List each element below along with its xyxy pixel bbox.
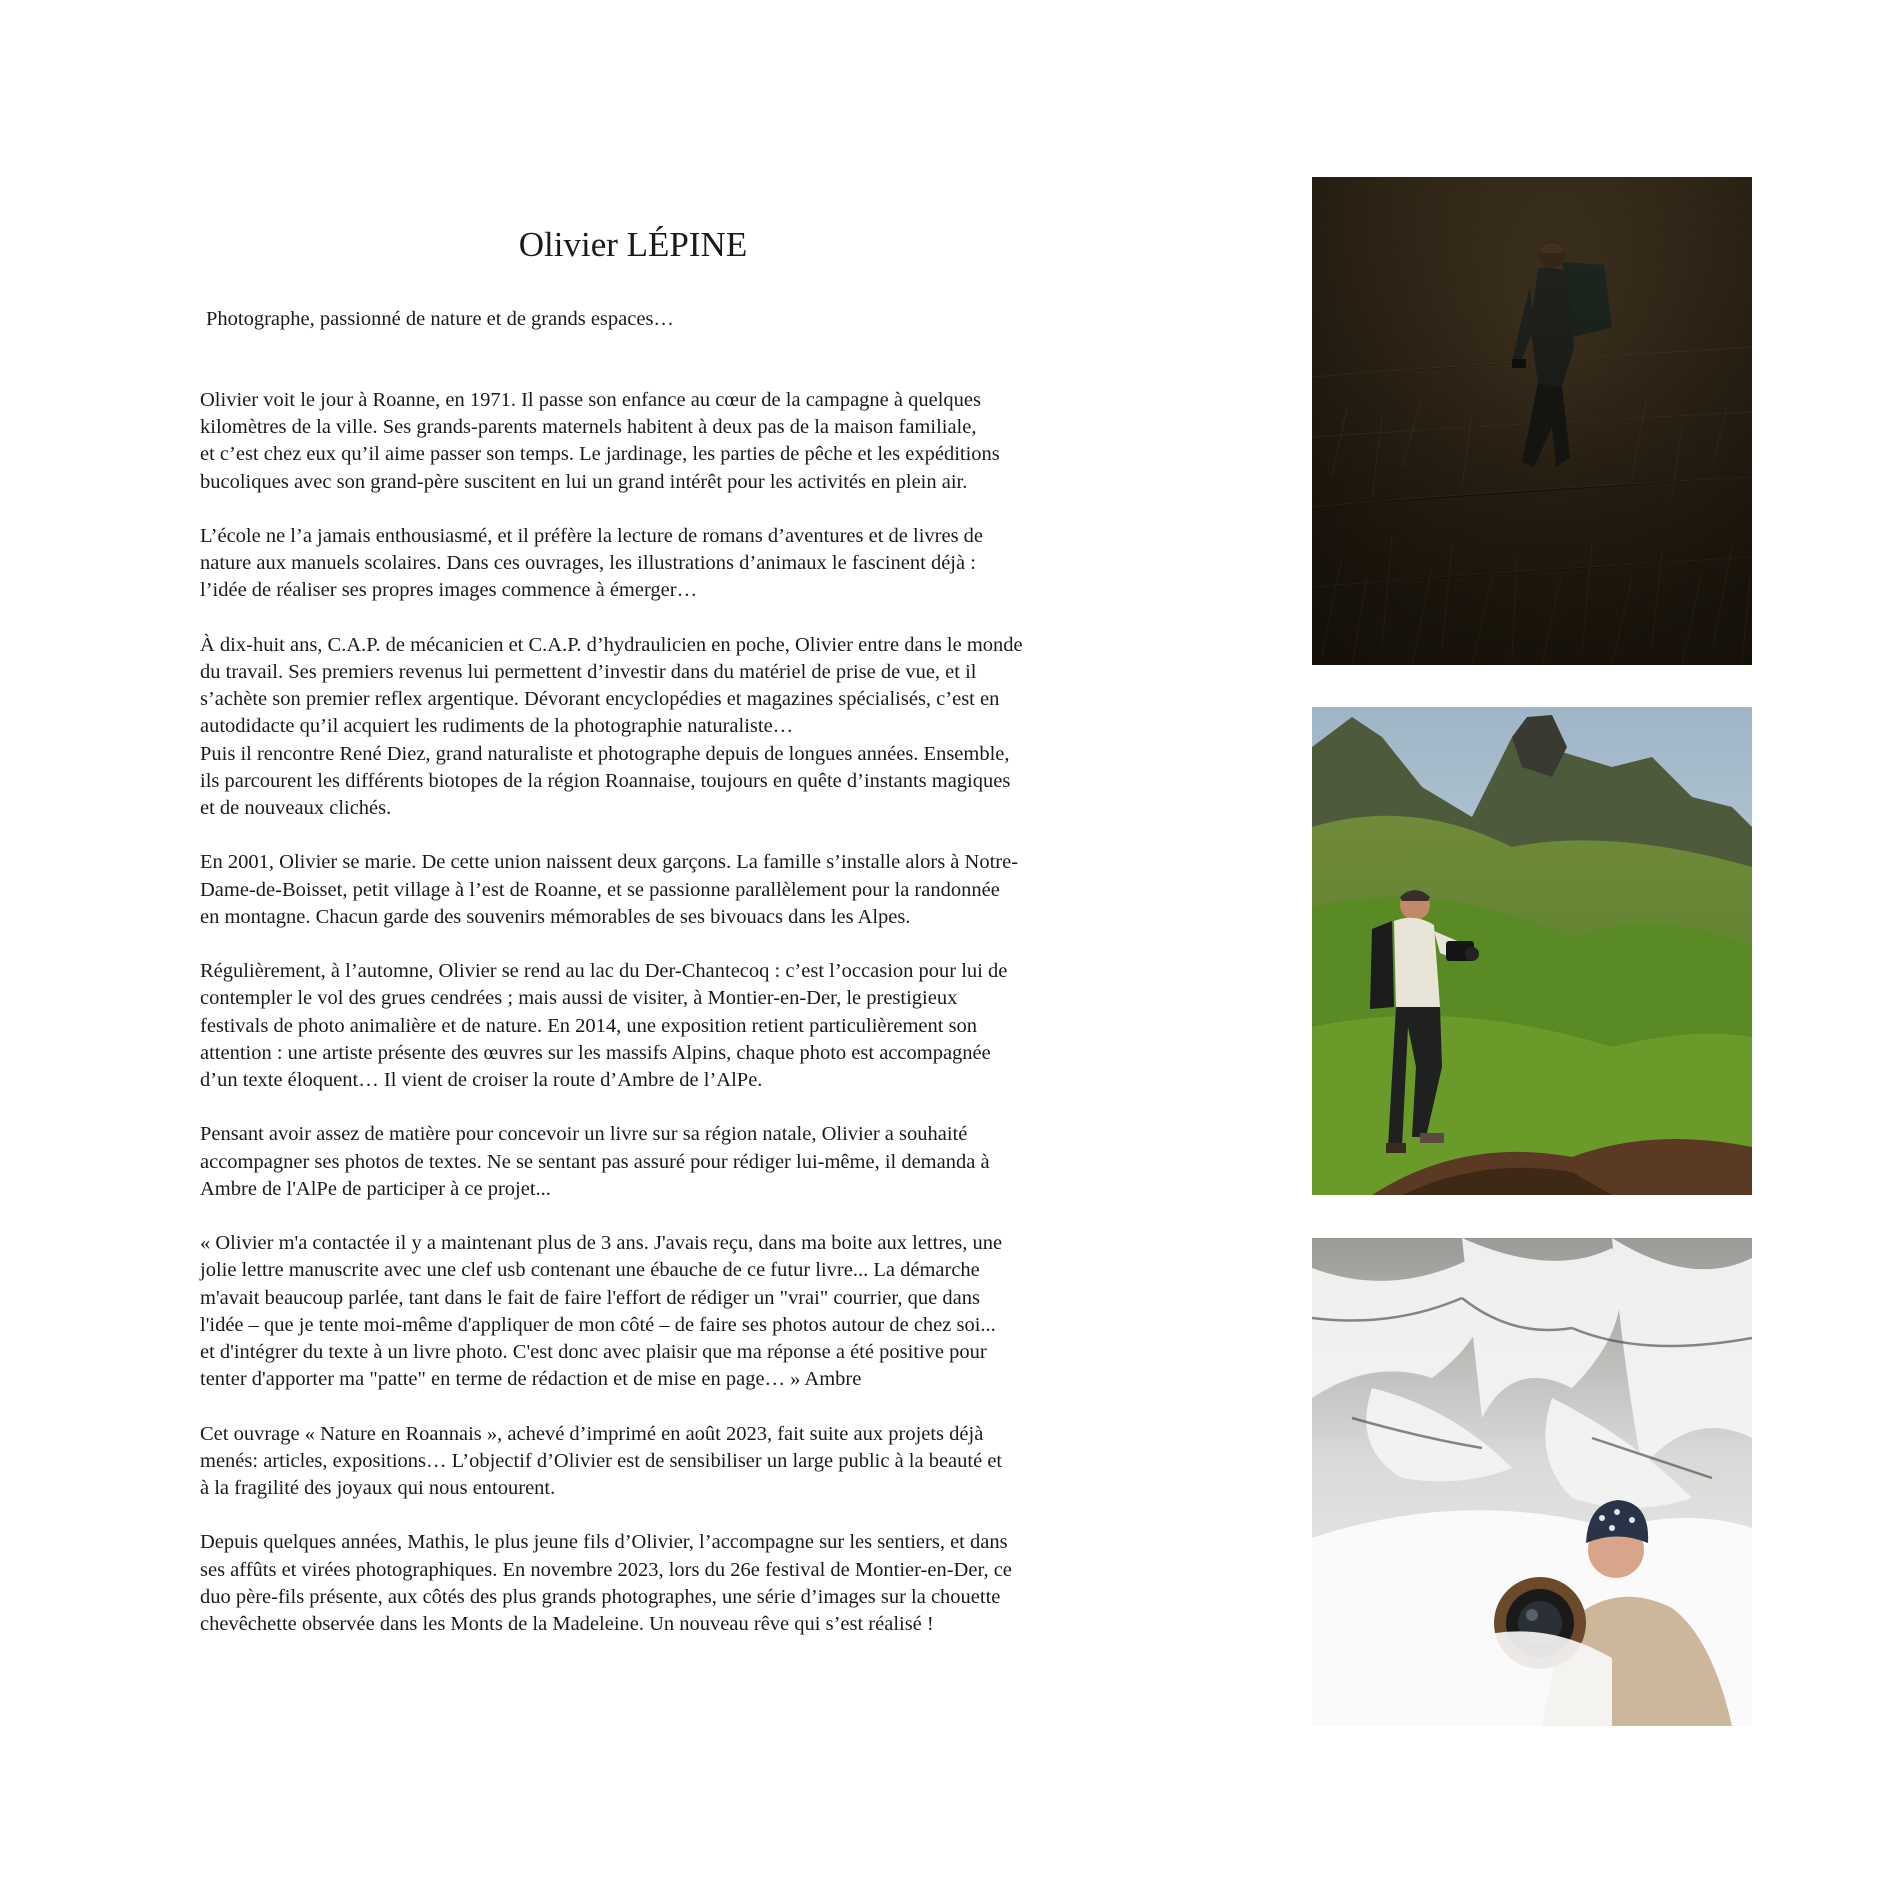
- bio-paragraph: Pensant avoir assez de matière pour concevoir un livre sur sa région natale, Olivier a souhaité accompagner ses photos de textes. Ne se sentant pas assuré pour rédiger lui-même, il demanda à Ambre de l'AlPe de participer à ce projet...: [200, 1123, 990, 1200]
- photo-hiker-grassland-image: [1312, 177, 1752, 665]
- bio-paragraph: Olivier voit le jour à Roanne, en 1971. Il passe son enfance au cœur de la campagne à quelques kilomètres de la ville. Ses grands-parents maternels habitent à deux pas de la maison familiale, et c’est chez eux qu’il aime passer son temps. Le jardinage, les parties de pêche et les expéditions bucoliques avec son grand-père suscitent en lui un grand intérêt pour les activités en plein air.: [200, 389, 1000, 493]
- bio-paragraph: Cet ouvrage « Nature en Roannais », achevé d’imprimé en août 2023, fait suite aux projets déjà menés: articles, expositions… L’objectif d’Olivier est de sensibiliser un large public à la beauté et à la fragilité des joyaux qui nous entourent.: [200, 1422, 1003, 1500]
- bio-paragraph: Depuis quelques années, Mathis, le plus jeune fils d’Olivier, l’accompagne sur les sentiers, et dans ses affûts et virées photographiques. En novembre 2023, lors du 26e festival de Montier-en-Der, ce duo père-fils présente, aux côtés des plus grands photographes, une série d’images sur la chouette chevêchette observée dans les Monts de la Madeleine. Un nouveau rêve qui s’est réalisé !: [200, 1531, 1012, 1636]
- page-title: Olivier LÉPINE: [518, 225, 748, 264]
- photo-photographer-snow: [1312, 1238, 1752, 1726]
- photo-photographer-mountain: [1312, 707, 1752, 1195]
- page-subtitle: Photographe, passionné de nature et de grands espaces…: [206, 308, 674, 330]
- photo-hiker-grassland: [1312, 177, 1752, 665]
- biography-text: [200, 387, 1120, 1665]
- bio-paragraph: À dix-huit ans, C.A.P. de mécanicien et C.A.P. d’hydraulicien en poche, Olivier entre dans le monde du travail. Ses premiers revenus lui permettent d’investir dans du matériel de prise de vue, et il s’achète son premier reflex argentique. Dévorant encyclopédies et magazines spécialisés, c’est en autodidacte qu’il acquiert les rudiments de la photographie naturaliste… Puis il rencontre René Diez, grand naturaliste et photographe depuis de longues années. Ensemble, ils parcourent les différents biotopes de la région Roannaise, toujours en quête d’instants magiques et de nouveaux clichés.: [200, 633, 1023, 820]
- bio-paragraph: En 2001, Olivier se marie. De cette union naissent deux garçons. La famille s’installe alors à Notre- Dame-de-Boisset, petit village à l’est de Roanne, et se passionne parallèlement pour la randonnée en montagne. Chacun garde des souvenirs mémorables de ses bivouacs dans les Alpes.: [200, 851, 1019, 928]
- bio-paragraph: L’école ne l’a jamais enthousiasmé, et il préfère la lecture de romans d’aventures et de livres de nature aux manuels scolaires. Dans ces ouvrages, les illustrations d’animaux le fascinent déjà : l’idée de réaliser ses propres images commence à émerger…: [200, 525, 984, 602]
- photo-photographer-mountain-image: [1312, 707, 1752, 1195]
- photo-photographer-snow-image: [1312, 1238, 1752, 1726]
- bio-paragraph: Régulièrement, à l’automne, Olivier se rend au lac du Der-Chantecoq : c’est l’occasion pour lui de contempler le vol des grues cendrées ; mais aussi de visiter, à Montier-en-Der, le prestigieux festivals de photo animalière et de nature. En 2014, une exposition retient particulièrement son attention : une artiste présente des œuvres sur les massifs Alpins, chaque photo est accompagnée d’un texte éloquent… Il vient de croiser la route d’Ambre de l’AlPe.: [200, 960, 1008, 1092]
- bio-paragraph: « Olivier m'a contactée il y a maintenant plus de 3 ans. J'avais reçu, dans ma boite aux lettres, une jolie lettre manuscrite avec une clef usb contenant une ébauche de ce futur livre... La démarche m'avait beaucoup parlée, tant dans le fait de faire l'effort de rédiger un "vrai" courrier, que dans l'idée – que je tente moi-même d'appliquer de mon côté – de faire ses photos autour de chez soi... et d'intégrer du texte à un livre photo. C'est donc avec plaisir que ma réponse a été positive pour tenter d'apporter ma "patte" en terme de rédaction et de mise en page… » Ambre: [200, 1232, 1003, 1391]
